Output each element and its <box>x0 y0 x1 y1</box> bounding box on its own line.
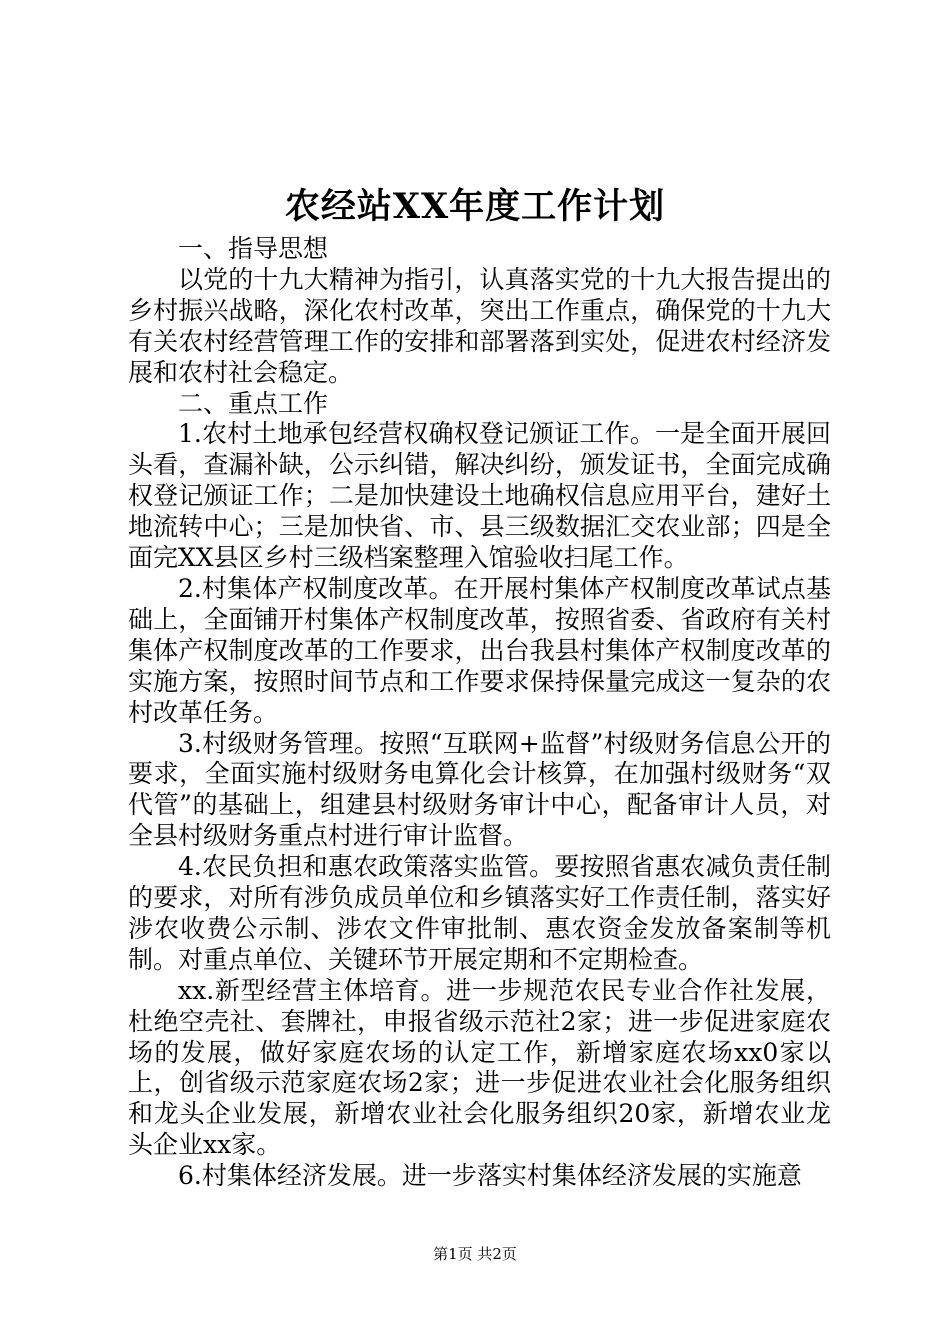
paragraph: 以党的十九大精神为指引，认真落实党的十九大报告提出的乡村振兴战略，深化农村改革，突出工作重点，确保党的十九大有关农村经营管理工作的安排和部署落到实处，促进农村经济发展和农村社会稳定。 <box>128 264 831 387</box>
paragraph: xx.新型经营主体培育。进一步规范农民专业合作社发展，杜绝空壳社、套牌社，申报省级示范社2家；进一步促进家庭农场的发展，做好家庭农场的认定工作，新增家庭农场xx0家以上，创省级示范家庭农场2家；进一步促进农业社会化服务组织和龙头企业发展，新增农业社会化服务组织20家，新增农业龙头企业xx家。 <box>128 975 831 1160</box>
document-body <box>128 234 831 1192</box>
section-heading: 二、重点工作 <box>178 388 329 418</box>
section-heading: 一、指导思想 <box>178 234 329 263</box>
paragraph: 1.农村土地承包经营权确权登记颁证工作。一是全面开展回头看，查漏补缺，公示纠错，解决纠纷，颁发证书，全面完成确权登记颁证工作；二是加快建设土地确权信息应用平台，建好土地流转中心；三是加快省、市、县三级数据汇交农业部；四是全面完XX县区乡村三级档案整理入馆验收扫尾工作。 <box>128 419 831 573</box>
paragraph: 6.村集体经济发展。进一步落实村集体经济发展的实施意 <box>178 1161 802 1191</box>
page-footer: 第1页 共2页 <box>433 1245 517 1263</box>
paragraph: 4.农民负担和惠农政策落实监管。要按照省惠农减负责任制的要求，对所有涉负成员单位和乡镇落实好工作责任制，落实好涉农收费公示制、涉农文件审批制、惠农资金发放备案制等机制。对重点单位、关键环节开展定期和不定期检查。 <box>128 852 831 974</box>
paragraph: 2.村集体产权制度改革。在开展村集体产权制度改革试点基础上，全面铺开村集体产权制度改革，按照省委、省政府有关村集体产权制度改革的工作要求，出台我县村集体产权制度改革的实施方案，按照时间节点和工作要求保持保量完成这一复杂的农村改革任务。 <box>128 573 831 727</box>
document-title: 农经站XX年度工作计划 <box>284 186 666 227</box>
paragraph: 3.村级财务管理。按照“互联网+监督”村级财务信息公开的要求，全面实施村级财务电算化会计核算，在加强村级财务“双代管”的基础上，组建县村级财务审计中心，配备审计人员，对全县村级财务重点村进行审计监督。 <box>128 728 831 851</box>
